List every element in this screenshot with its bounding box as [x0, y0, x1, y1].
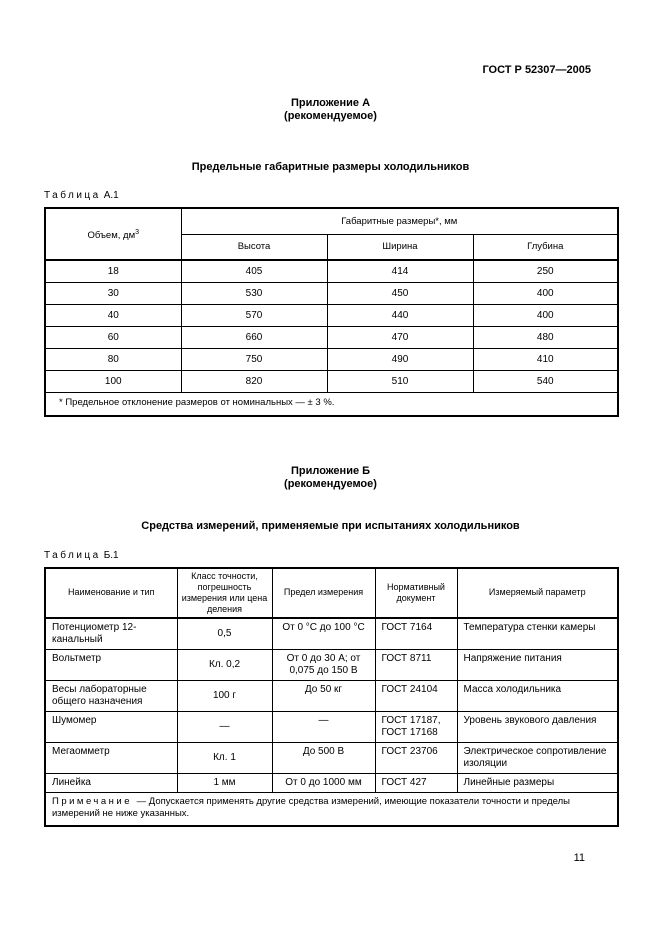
- table-cell: Кл. 0,2: [177, 649, 272, 680]
- appendix-a-section-title: Предельные габаритные размеры холодильников: [191, 161, 470, 173]
- volume-header-text: Объем, дм: [87, 230, 136, 242]
- table-row: [45, 649, 618, 680]
- table-cell: ГОСТ 24104: [375, 680, 457, 711]
- table-b: [44, 567, 619, 827]
- table-cell: 80: [45, 348, 181, 370]
- table-cell: 405: [181, 260, 327, 282]
- table-row: [45, 773, 618, 792]
- table-b-col-range: Предел измерения: [272, 568, 375, 618]
- table-a: [44, 207, 619, 417]
- table-row: [45, 282, 618, 304]
- table-cell: 1 мм: [177, 773, 272, 792]
- table-cell: 750: [181, 348, 327, 370]
- table-cell: От 0 до 30 А; от 0,075 до 150 В: [272, 649, 375, 680]
- table-row: [45, 326, 618, 348]
- table-b-header-row: [45, 568, 618, 618]
- table-b-label: [44, 550, 617, 562]
- table-cell: Уровень звукового давления: [457, 711, 618, 742]
- table-a-col-volume: [45, 208, 181, 260]
- table-cell: Кл. 1: [177, 742, 272, 773]
- table-cell: 510: [327, 370, 473, 392]
- table-cell: 18: [45, 260, 181, 282]
- volume-header-sup: 3: [135, 228, 140, 236]
- table-a-footnote: * Предельное отклонение размеров от номинальных — ± 3 %.: [45, 392, 618, 416]
- table-cell: 400: [473, 282, 618, 304]
- page-number: 11: [573, 852, 585, 864]
- table-cell: 470: [327, 326, 473, 348]
- table-cell: 414: [327, 260, 473, 282]
- table-cell: 410: [473, 348, 618, 370]
- table-cell: Весы лабораторные общего назначения: [45, 680, 177, 711]
- table-a-col-width: Ширина: [327, 234, 473, 260]
- table-cell: ГОСТ 7164: [375, 618, 457, 650]
- table-a-col-group: Габаритные размеры*, мм: [181, 208, 618, 234]
- appendix-b-heading: [44, 465, 617, 491]
- table-b-col-standard: Нормативный документ: [375, 568, 457, 618]
- table-row: [45, 304, 618, 326]
- table-a-label-word: Таблица: [44, 190, 101, 201]
- table-a-col-height: Высота: [181, 234, 327, 260]
- table-row: [45, 260, 618, 282]
- table-b-col-name: Наименование и тип: [45, 568, 177, 618]
- table-cell: 530: [181, 282, 327, 304]
- appendix-b-section-title: Средства измерений, применяемые при испытаниях холодильников: [141, 519, 520, 532]
- table-cell: От 0 до 1000 мм: [272, 773, 375, 792]
- table-cell: 660: [181, 326, 327, 348]
- table-cell: 60: [45, 326, 181, 348]
- table-row: [45, 348, 618, 370]
- table-cell: Линейные размеры: [457, 773, 618, 792]
- appendix-a-title: Приложение А: [290, 97, 371, 109]
- table-b-note: [45, 792, 618, 826]
- table-cell: Масса холодильника: [457, 680, 618, 711]
- table-cell: 100: [45, 370, 181, 392]
- appendix-a-heading: [44, 97, 617, 123]
- table-cell: ГОСТ 17187, ГОСТ 17168: [375, 711, 457, 742]
- table-a-label: [44, 190, 617, 202]
- table-cell: Температура стенки камеры: [457, 618, 618, 650]
- table-a-footnote-row: [45, 392, 618, 416]
- note-label: Примечание: [52, 795, 132, 807]
- table-row: [45, 742, 618, 773]
- table-cell: 570: [181, 304, 327, 326]
- table-b-number: Б.1: [103, 549, 119, 561]
- table-b-col-parameter: Измеряемый параметр: [457, 568, 618, 618]
- table-cell: Электрическое сопротивление изоляции: [457, 742, 618, 773]
- table-b-note-row: [45, 792, 618, 826]
- note-text: — Допускается применять другие средства измерений, имеющие показатели точности и пределы измерений не ниже указанных.: [52, 795, 570, 819]
- appendix-b-title: Приложение Б: [290, 464, 371, 477]
- table-cell: ГОСТ 23706: [375, 742, 457, 773]
- table-cell: 400: [473, 304, 618, 326]
- table-cell: ГОСТ 8711: [375, 649, 457, 680]
- table-cell: Напряжение питания: [457, 649, 618, 680]
- table-cell: 540: [473, 370, 618, 392]
- table-cell: Потенциометр 12-канальный: [45, 618, 177, 650]
- table-cell: 440: [327, 304, 473, 326]
- table-b-label-word: Таблица: [44, 549, 101, 561]
- table-row: [45, 680, 618, 711]
- table-cell: ГОСТ 427: [375, 773, 457, 792]
- table-cell: 490: [327, 348, 473, 370]
- table-cell: 40: [45, 304, 181, 326]
- table-cell: 450: [327, 282, 473, 304]
- table-a-col-depth: Глубина: [473, 234, 618, 260]
- document-code: ГОСТ Р 52307—2005: [482, 64, 591, 76]
- table-cell: 100 г: [177, 680, 272, 711]
- table-cell: Линейка: [45, 773, 177, 792]
- table-cell: Шумомер: [45, 711, 177, 742]
- appendix-a-subtitle: (рекомендуемое): [284, 110, 377, 122]
- table-cell: До 50 кг: [272, 680, 375, 711]
- table-cell: До 500 В: [272, 742, 375, 773]
- table-cell: От 0 °С до 100 °С: [272, 618, 375, 650]
- appendix-b-subtitle: (рекомендуемое): [284, 477, 377, 490]
- table-cell: 0,5: [177, 618, 272, 650]
- table-cell: 820: [181, 370, 327, 392]
- table-cell: 480: [473, 326, 618, 348]
- table-cell: Мегаомметр: [45, 742, 177, 773]
- table-cell: 30: [45, 282, 181, 304]
- table-cell: Вольтметр: [45, 649, 177, 680]
- table-a-number: А.1: [103, 190, 119, 201]
- table-row: [45, 618, 618, 650]
- table-cell: 250: [473, 260, 618, 282]
- table-cell: —: [272, 711, 375, 742]
- table-a-header-row-1: [45, 208, 618, 234]
- table-cell: —: [177, 711, 272, 742]
- table-row: [45, 711, 618, 742]
- table-b-col-accuracy: Класс точности, погрешность измерения или цена деления: [177, 568, 272, 618]
- table-row: [45, 370, 618, 392]
